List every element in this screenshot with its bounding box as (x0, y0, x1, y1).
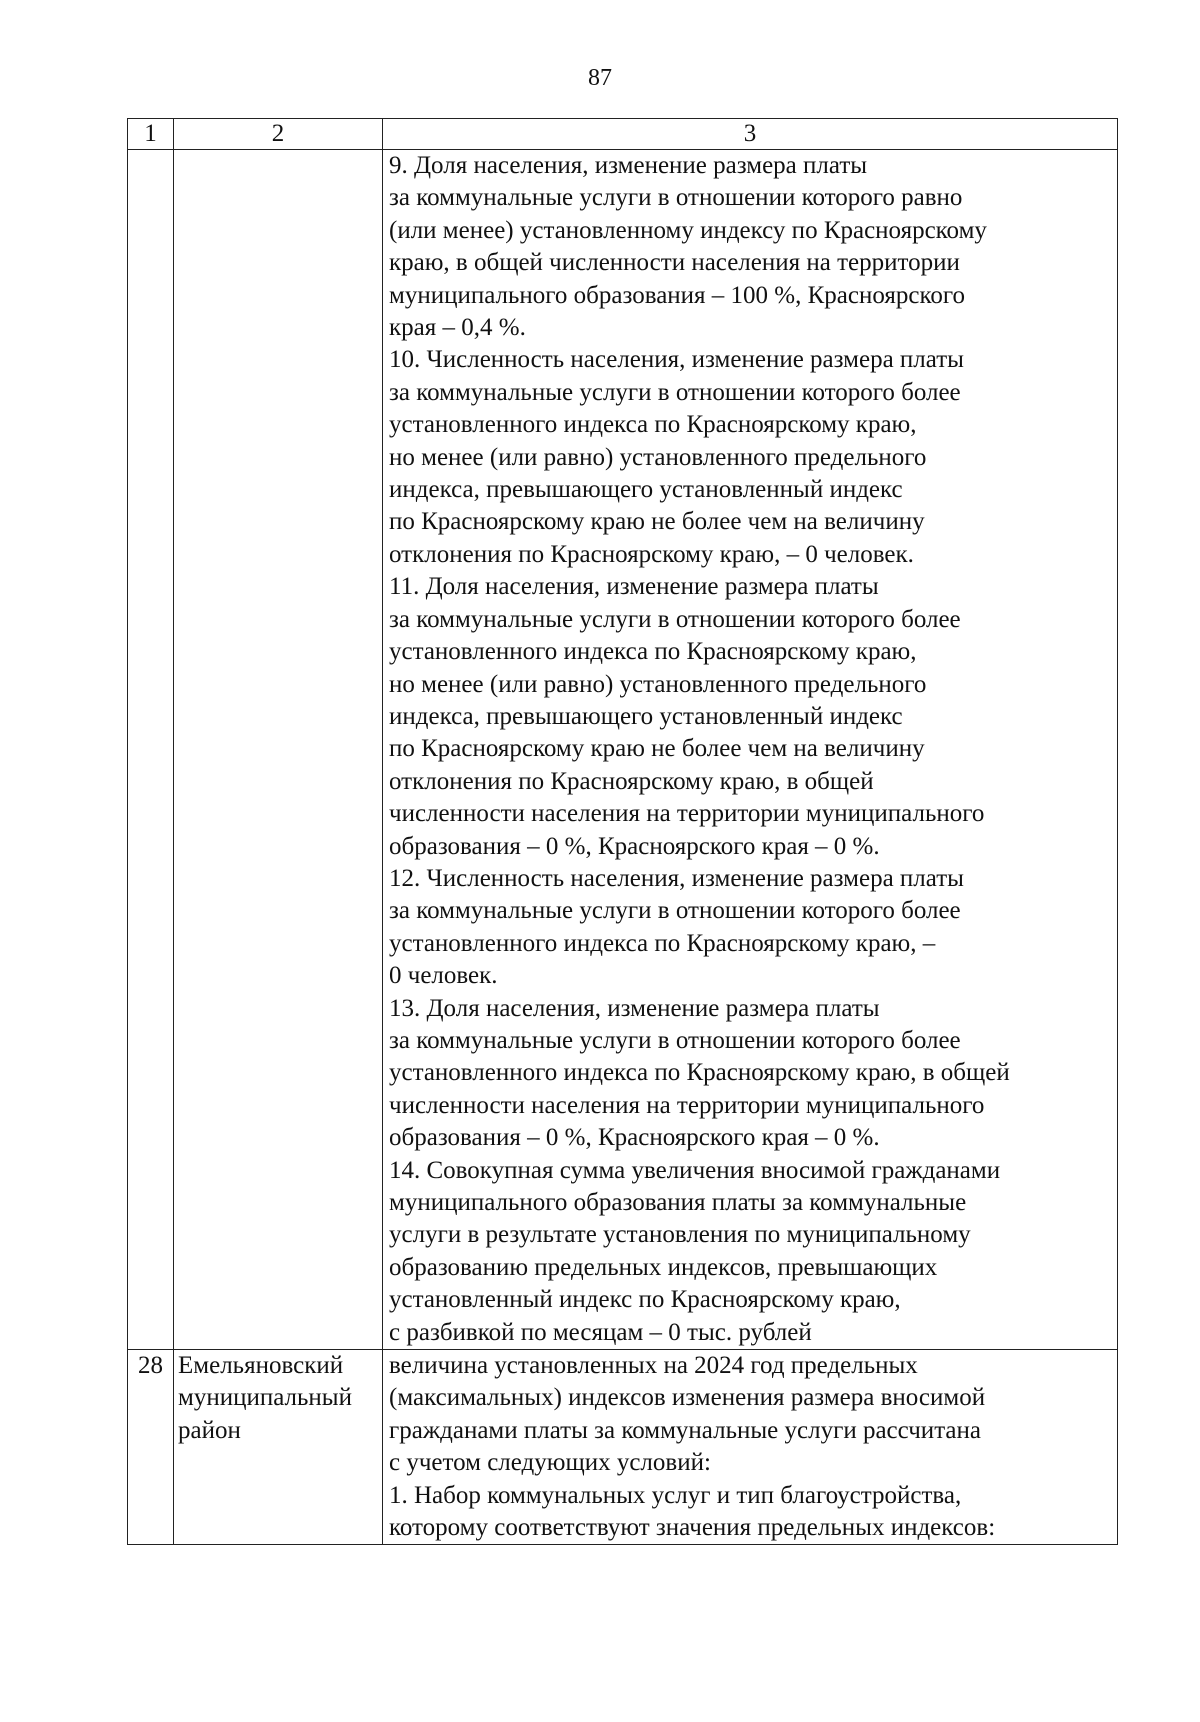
text-line: образования – 0 %, Красноярского края – 0 %. (389, 832, 880, 860)
text-line: 11. Доля населения, изменение размера платы (389, 573, 879, 601)
municipality-name-line: муниципальный (178, 1384, 352, 1412)
text-line: 1. Набор коммунальных услуг и тип благоустройства, (389, 1481, 962, 1509)
table-body (128, 150, 1118, 1545)
text-line: гражданами платы за коммунальные услуги рассчитана (389, 1416, 981, 1444)
text-line: установленного индекса по Красноярскому краю, – (389, 929, 936, 957)
text-line: численности населения на территории муниципального (389, 1091, 985, 1119)
table-row (128, 150, 1118, 1350)
document-table (127, 118, 1118, 1545)
column-header-3: 3 (383, 119, 1118, 150)
text-line: 12. Численность населения, изменение размера платы (389, 864, 964, 892)
municipality-name-cell (174, 150, 383, 1350)
text-line: (максимальных) индексов изменения размера вносимой (389, 1384, 986, 1412)
municipality-name-line: район (178, 1416, 241, 1444)
text-line: с разбивкой по месяцам – 0 тыс. рублей (389, 1318, 812, 1346)
row-number-cell (128, 150, 174, 1350)
text-line: услуги в результате установления по муниципальному (389, 1221, 971, 1249)
table-header-row (128, 119, 1118, 150)
page-number: 87 (588, 65, 612, 91)
text-line: 9. Доля населения, изменение размера платы (389, 152, 868, 179)
text-line: (или менее) установленному индексу по Красноярскому (389, 216, 987, 244)
text-line: индекса, превышающего установленный индекс (389, 476, 903, 504)
text-line: отклонения по Красноярскому краю, в общей (389, 767, 874, 795)
municipality-name-line: Емельяновский (178, 1352, 344, 1380)
text-line: численности населения на территории муниципального (389, 800, 985, 828)
text-line: 14. Совокупная сумма увеличения вносимой гражданами (389, 1156, 1001, 1184)
text-line: за коммунальные услуги в отношении которого равно (389, 184, 963, 212)
text-line: установленного индекса по Красноярскому краю, (389, 638, 917, 666)
text-line: образованию предельных индексов, превышающих (389, 1253, 938, 1281)
text-line: за коммунальные услуги в отношении которого более (389, 605, 961, 633)
text-line: установленного индекса по Красноярскому краю, (389, 411, 917, 439)
text-line: установленного индекса по Красноярскому краю, в общей (389, 1059, 1010, 1087)
text-line: образования – 0 %, Красноярского края – 0 %. (389, 1124, 880, 1152)
description-cell (383, 150, 1118, 1350)
row-number-cell: 28 (128, 1350, 174, 1545)
municipality-name-cell (174, 1350, 383, 1545)
text-line: индекса, превышающего установленный индекс (389, 702, 903, 730)
column-header-2: 2 (174, 119, 383, 150)
text-line: отклонения по Красноярскому краю, – 0 человек. (389, 540, 914, 568)
text-line: с учетом следующих условий: (389, 1449, 711, 1477)
text-line: величина установленных на 2024 год предельных (389, 1352, 918, 1380)
text-line: 0 человек. (389, 962, 498, 990)
text-line: которому соответствуют значения предельных индексов: (389, 1514, 996, 1542)
text-line: краю, в общей численности населения на территории (389, 249, 960, 277)
text-line: муниципального образования – 100 %, Красноярского (389, 281, 965, 309)
text-line: по Красноярскому краю не более чем на величину (389, 735, 925, 763)
text-line: за коммунальные услуги в отношении которого более (389, 897, 961, 925)
text-line: 13. Доля населения, изменение размера платы (389, 994, 880, 1022)
text-line: муниципального образования платы за коммунальные (389, 1189, 967, 1216)
text-line: за коммунальные услуги в отношении которого более (389, 1026, 961, 1054)
text-line: но менее (или равно) установленного предельного (389, 670, 927, 698)
column-header-1: 1 (128, 119, 174, 150)
description-cell (383, 1350, 1118, 1545)
text-line: за коммунальные услуги в отношении которого более (389, 378, 961, 406)
text-line: установленный индекс по Красноярскому краю, (389, 1286, 901, 1314)
text-line: но менее (или равно) установленного предельного (389, 443, 927, 471)
text-line: 10. Численность населения, изменение размера платы (389, 346, 964, 374)
table-row (128, 1350, 1118, 1545)
text-line: края – 0,4 %. (389, 314, 526, 342)
text-line: по Красноярскому краю не более чем на величину (389, 508, 925, 536)
